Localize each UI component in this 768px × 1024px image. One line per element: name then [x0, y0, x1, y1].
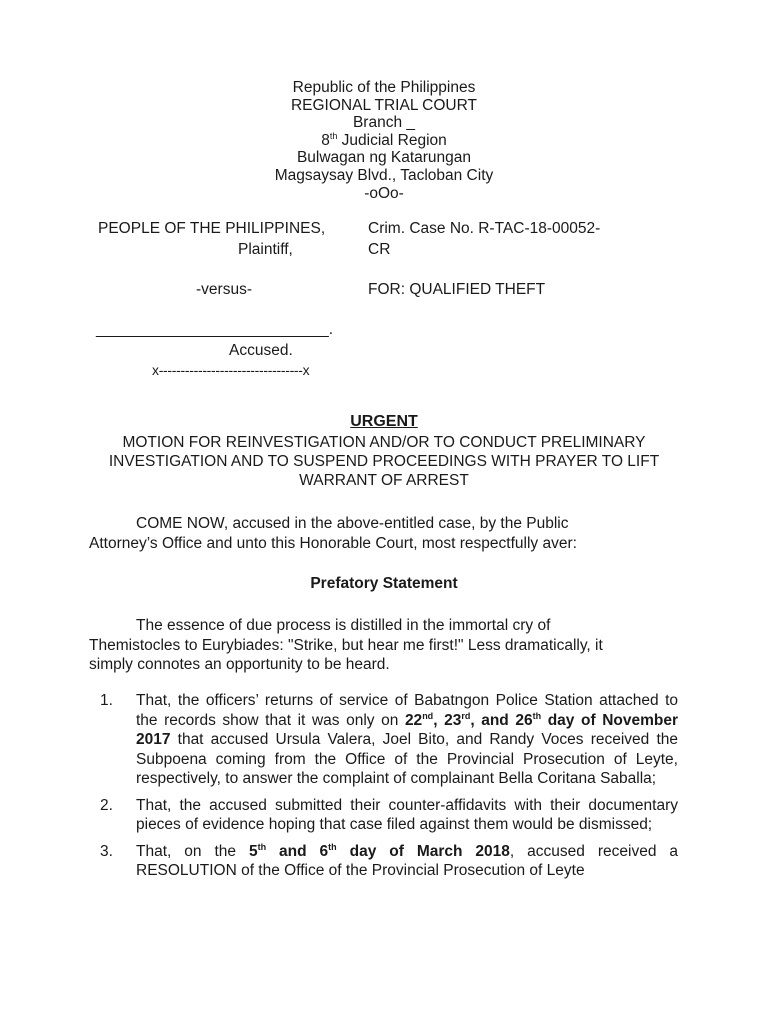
list-item: 2. That, the accused submitted their counter-affidavits with their documentary pieces of evidence hoping that case filed against them would be dismissed; — [100, 796, 678, 833]
section-heading: Prefatory Statement — [310, 575, 458, 592]
versus-label: -versus- — [196, 281, 252, 298]
accused-role: Accused. — [229, 342, 293, 359]
plaintiff-role: Plaintiff, — [238, 241, 293, 258]
header-ornament: -oOo- — [364, 184, 404, 202]
offense-label: FOR: QUALIFIED THEFT — [368, 281, 546, 298]
header-region: 8th Judicial Region — [321, 130, 447, 149]
header-branch: Branch _ — [352, 114, 416, 132]
intro-paragraph: COME NOW, accused in the above-entitled case, by the Public Attorney’s Office and unto this Honorable Court, most respectfully aver: — [89, 515, 577, 552]
allegations-list — [100, 691, 678, 888]
case-number-line1: Crim. Case No. R-TAC-18-00052- — [368, 220, 601, 237]
plaintiff-name: PEOPLE OF THE PHILIPPINES, — [98, 220, 326, 237]
list-item: 1. That, the officers’ returns of service of Babatngon Police Station attached to the records show that it was only on 22nd, 23rd, and 26th day of November 2017 that accused Ursula Valera, Joel Bito, and Randy Voces received the Subpoena coming from the Office of the Provincial Prosecution of Leyte, respectively, to answer the complaint of complainant Bella Coritana Saballa; — [100, 692, 679, 787]
motion-title: MOTION FOR REINVESTIGATION AND/OR TO CONDUCT PRELIMINARY INVESTIGATION AND TO SUSPEND PROCEEDINGS WITH PRAYER TO LIFT WARRANT OF ARREST — [108, 434, 660, 489]
header-court: REGIONAL TRIAL COURT — [290, 96, 478, 114]
title-urgent: URGENT — [350, 413, 418, 430]
accused-blank: ___________________________. — [96, 321, 334, 338]
court-header — [0, 79, 768, 202]
case-number-line2: CR — [368, 241, 391, 258]
header-hall: Bulwagan ng Katarungan — [296, 149, 472, 167]
caption-separator: x---------------------------------x — [152, 362, 310, 378]
header-address: Magsaysay Blvd., Tacloban City — [274, 166, 494, 184]
header-republic: Republic of the Philippines — [292, 79, 476, 96]
list-item: 3. That, on the 5th and 6th day of March 2018, accused received a RESOLUTION of the Office of the Provincial Prosecution of Leyte — [100, 841, 679, 879]
prefatory-paragraph: The essence of due process is distilled in the immortal cry of Themistocles to Eurybiades: "Strike, but hear me first!" Less dramatically, it simply connotes an opportunity to be heard. — [89, 617, 603, 673]
